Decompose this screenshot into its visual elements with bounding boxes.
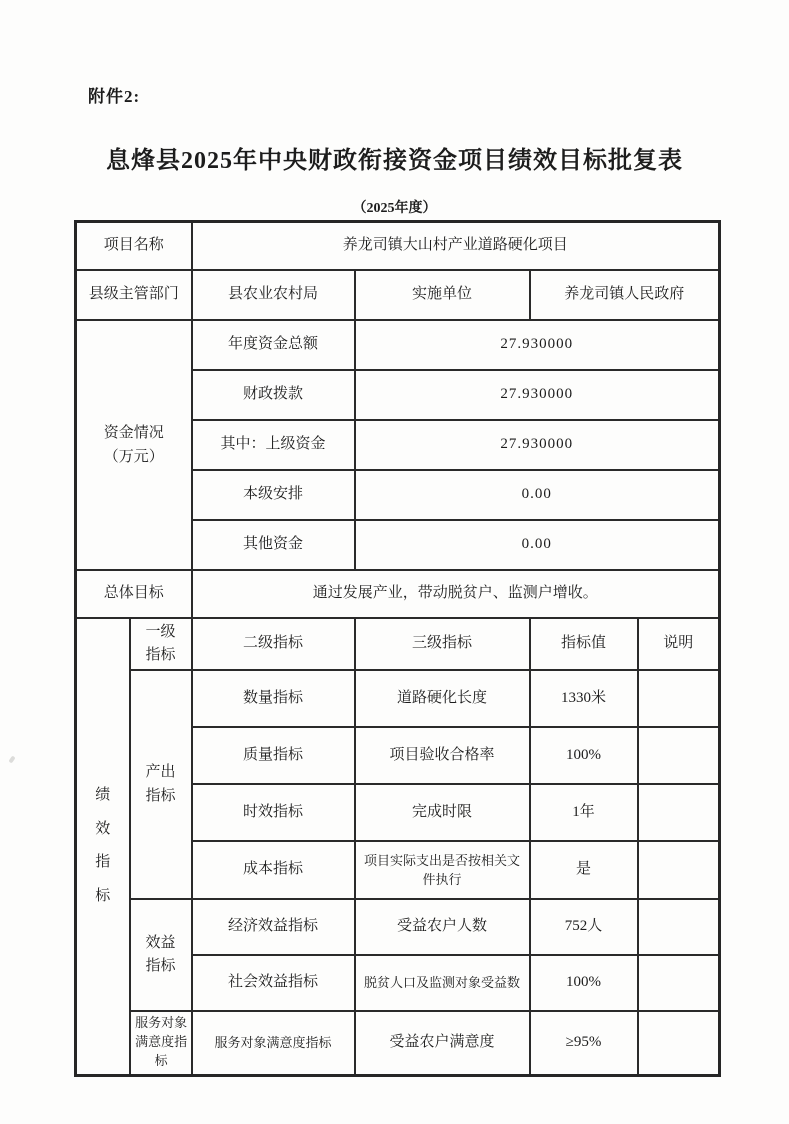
department-row — [76, 270, 720, 320]
indicator-note — [638, 670, 720, 727]
indicator-value: ≥95% — [530, 1011, 638, 1076]
indicator-note — [638, 727, 720, 784]
indicator-value: 1330米 — [530, 670, 638, 727]
funding-item-value: 27.930000 — [355, 320, 720, 370]
indicator-level2: 时效指标 — [192, 784, 355, 841]
funding-section-label — [76, 320, 192, 570]
department-label: 县级主管部门 — [76, 270, 192, 320]
indicator-value: 752人 — [530, 899, 638, 955]
funding-item-value: 0.00 — [355, 470, 720, 520]
group-satisfaction-label: 服务对象满意度指标 — [130, 1011, 192, 1076]
project-name-label: 项目名称 — [76, 222, 192, 270]
implementing-unit-label: 实施单位 — [355, 270, 530, 320]
indicator-row — [76, 899, 720, 955]
indicator-level2: 质量指标 — [192, 727, 355, 784]
indicator-note — [638, 899, 720, 955]
indicator-row — [76, 1011, 720, 1076]
funding-label: 资金情况 — [103, 424, 164, 441]
funding-item-value: 27.930000 — [355, 370, 720, 420]
indicator-note — [638, 955, 720, 1011]
project-name-value: 养龙司镇大山村产业道路硬化项目 — [192, 222, 720, 270]
attachment-label: 附件2: — [88, 87, 141, 106]
indicator-value: 100% — [530, 727, 638, 784]
indicator-level3: 项目验收合格率 — [355, 727, 530, 784]
indicator-level3: 完成时限 — [355, 784, 530, 841]
indicator-value: 1年 — [530, 784, 638, 841]
indicator-level2: 成本指标 — [192, 841, 355, 899]
header-level1: 一级指标 — [130, 618, 192, 671]
page-title: 息烽县2025年中央财政衔接资金项目绩效目标批复表 — [106, 148, 683, 174]
indicator-level2: 服务对象满意度指标 — [192, 1011, 355, 1076]
header-value: 指标值 — [530, 618, 638, 671]
group-output-label: 产出指标 — [130, 670, 192, 899]
indicator-note — [638, 784, 720, 841]
indicator-value: 100% — [530, 955, 638, 1011]
group-benefit-label: 效益指标 — [130, 899, 192, 1011]
implementing-unit-value: 养龙司镇人民政府 — [530, 270, 720, 320]
scan-speck — [8, 755, 15, 763]
indicator-note — [638, 1011, 720, 1076]
funding-item-value: 0.00 — [355, 520, 720, 570]
indicator-level3: 道路硬化长度 — [355, 670, 530, 727]
header-note: 说明 — [638, 618, 720, 671]
header-level2: 二级指标 — [192, 618, 355, 671]
performance-approval-table — [74, 220, 721, 1077]
funding-row — [76, 320, 720, 370]
indicator-level2: 数量指标 — [192, 670, 355, 727]
funding-item-label: 其中：上级资金 — [192, 420, 355, 470]
funding-item-label: 年度资金总额 — [192, 320, 355, 370]
overall-goal-row — [76, 570, 720, 618]
indicator-row — [76, 670, 720, 727]
indicator-level3: 受益农户满意度 — [355, 1011, 530, 1076]
performance-label: 绩效指标 — [95, 786, 111, 905]
indicator-header-row — [76, 618, 720, 671]
funding-item-label: 其他资金 — [192, 520, 355, 570]
indicator-level3: 脱贫人口及监测对象受益数 — [355, 955, 530, 1011]
overall-goal-value: 通过发展产业，带动脱贫户、监测户增收。 — [192, 570, 720, 618]
indicator-level3: 项目实际支出是否按相关文件执行 — [355, 841, 530, 899]
indicator-level3: 受益农户人数 — [355, 899, 530, 955]
overall-goal-label: 总体目标 — [76, 570, 192, 618]
project-name-row — [76, 222, 720, 270]
funding-item-label: 本级安排 — [192, 470, 355, 520]
performance-section-label — [76, 618, 130, 1076]
funding-item-label: 财政拨款 — [192, 370, 355, 420]
header-level3: 三级指标 — [355, 618, 530, 671]
indicator-level2: 经济效益指标 — [192, 899, 355, 955]
indicator-note — [638, 841, 720, 899]
funding-item-value: 27.930000 — [355, 420, 720, 470]
department-value: 县农业农村局 — [192, 270, 355, 320]
indicator-value: 是 — [530, 841, 638, 899]
page-subtitle: （2025年度） — [352, 201, 437, 216]
funding-unit: （万元） — [103, 448, 164, 465]
indicator-level2: 社会效益指标 — [192, 955, 355, 1011]
